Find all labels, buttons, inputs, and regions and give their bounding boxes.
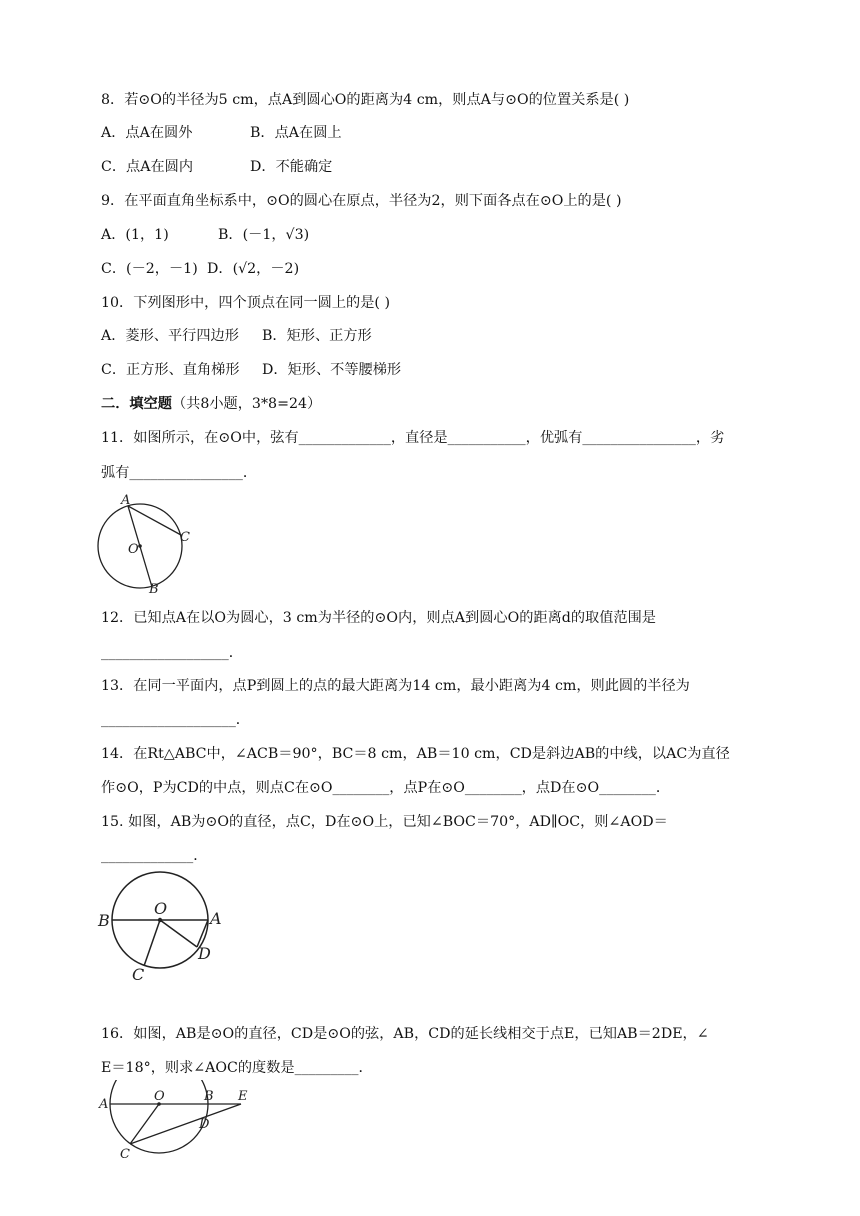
q16-line2: E＝18°，则求∠AOC的度数是_________． [101,1060,373,1076]
q9-option-d: D．(√2，－2) [207,261,300,277]
q10-option-c: C．正方形、直角梯形 [101,362,240,378]
q15-label-b: B [98,911,110,930]
section-note: （共8小题，3*8=24） [171,396,322,412]
q8-option-c: C．点A在圆内 [101,159,194,175]
q16-line-ce [130,1104,241,1144]
q10-option-d: D．矩形、不等腰梯形 [262,362,402,378]
q15-label-c: C [132,965,145,984]
q9-option-a: A．(1，1) [101,227,169,243]
q16-circle-figure [96,1080,256,1162]
q11-center-dot [138,544,142,548]
q12-line2: __________________． [101,645,243,661]
q15-radius-oc [144,920,160,966]
q16-label-c: C [120,1147,130,1162]
q15-circle-figure [96,868,232,984]
section-heading [101,394,321,414]
q9-option-b: B．(－1，√3) [218,227,310,243]
q12-line1: 12．已知点A在以O为圆心，3 cm为半径的⊙O内，则点A到圆心O的距离d的取值范围是 [101,610,656,626]
q16-label-b: B [204,1089,214,1104]
q16-radius-oc [130,1104,159,1144]
q11-line1: 11．如图所示，在⊙O中，弦有_____________，直径是___________，优弧有________________，劣 [101,430,725,446]
q10-stem: 10．下列图形中，四个顶点在同一圆上的是( ) [101,295,391,311]
section-title: 二．填空题 [101,396,172,412]
q8-option-b: B．点A在圆上 [250,125,342,141]
q16-label-o: O [154,1089,165,1104]
q8-stem: 8．若⊙O的半径为5 cm，点A到圆心O的距离为4 cm，则点A与⊙O的位置关系是( ) [101,92,630,108]
q15-radius-od [160,920,197,947]
q14-line1: 14．在Rt△ABC中，∠ACB＝90°，BC＝8 cm，AB＝10 cm，CD是斜边AB的中线，以AC为直径 [101,746,730,762]
q16-line1: 16．如图，AB是⊙O的直径，CD是⊙O的弦，AB，CD的延长线相交于点E，已知AB＝2DE，∠ [101,1026,709,1042]
q15-label-d: D [198,944,211,963]
q14-line2: 作⊙O，P为CD的中点，则点C在⊙O________，点P在⊙O________，点D在⊙O________． [101,780,671,796]
q9-stem: 9．在平面直角坐标系中，⊙O的圆心在原点，半径为2，则下面各点在⊙O上的是( ) [101,193,622,209]
q11-label-b: B [149,582,159,597]
q15-line1: 15. 如图，AB为⊙O的直径，点C，D在⊙O上，已知∠BOC＝70°，AD∥OC，则∠AOD＝ [101,814,668,830]
q11-line2: 弧有________________． [101,465,258,481]
q11-circle-figure [96,492,206,598]
q13-line2: ___________________． [101,712,250,728]
q15-center-dot [158,918,162,922]
q16-label-a: A [99,1097,109,1112]
q15-line2: _____________． [101,848,208,864]
q10-option-a: A．菱形、平行四边形 [101,328,239,344]
q8-option-d: D．不能确定 [250,159,333,175]
q10-option-b: B．矩形、正方形 [262,328,372,344]
q16-label-e: E [238,1089,248,1104]
q15-label-o: O [154,899,168,918]
q8-option-a: A．点A在圆外 [101,125,193,141]
q11-label-o: O [128,542,139,557]
q11-label-a: A [121,493,131,508]
q15-label-a: A [210,909,222,928]
q13-line1: 13．在同一平面内，点P到圆上的点的最大距离为14 cm，最小距离为4 cm，则此圆的半径为 [101,678,690,694]
q11-label-c: C [180,530,190,545]
q9-option-c: C．(－2，－1) [101,261,198,277]
q16-label-d: D [199,1117,210,1132]
